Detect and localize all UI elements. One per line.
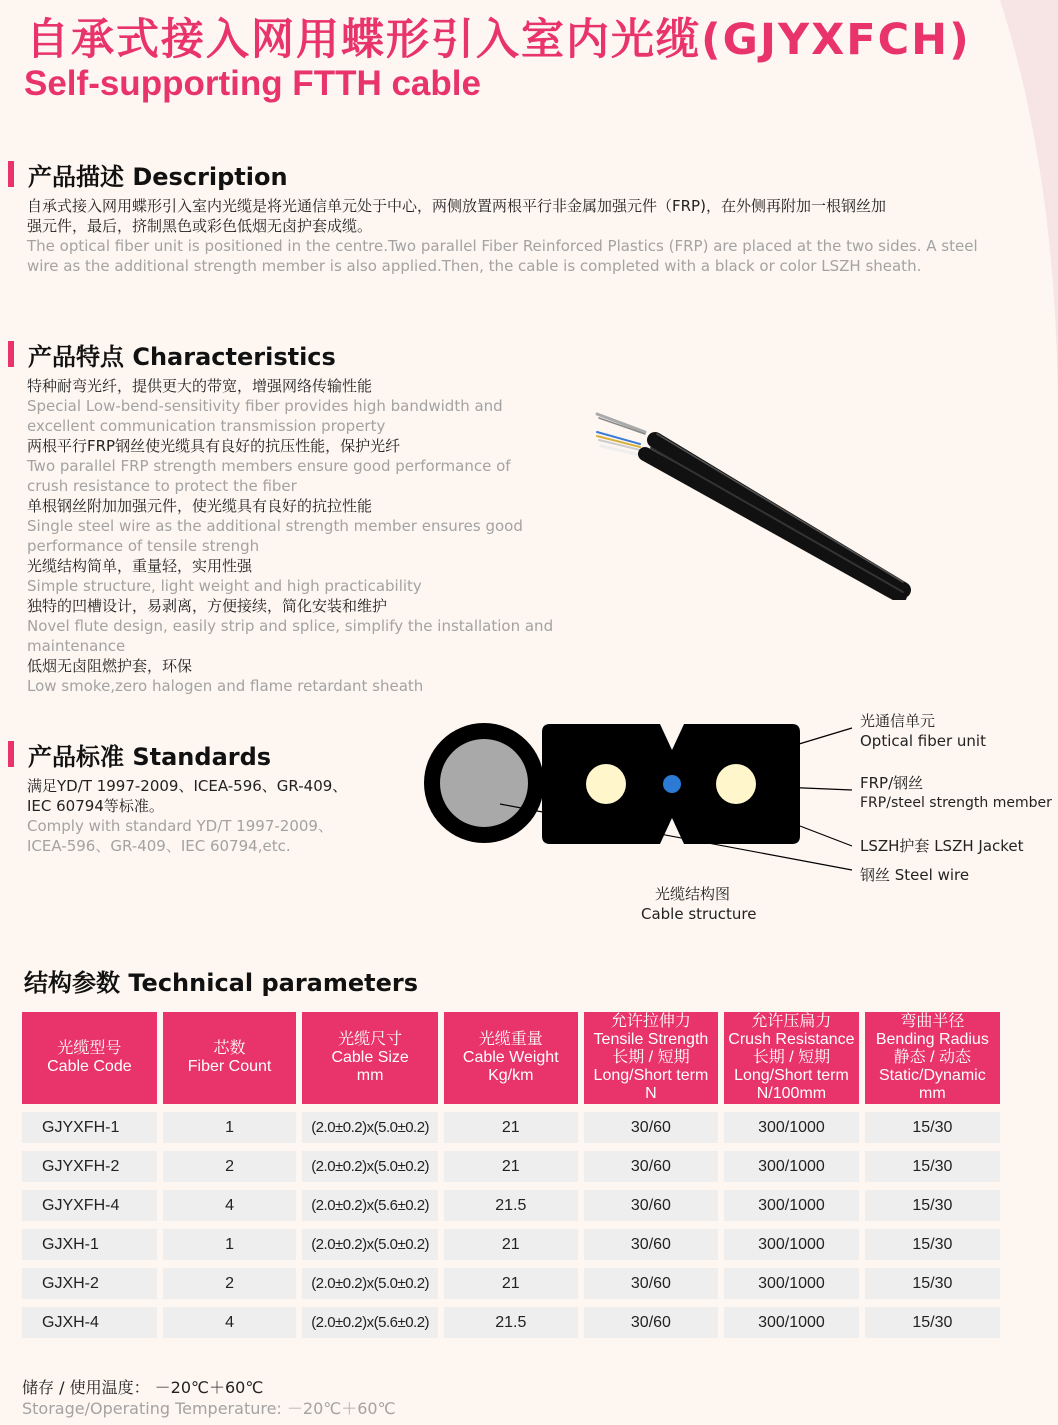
description-zh-line: 自承式接入网用蝶形引入室内光缆是将光通信单元处于中心，两侧放置两根平行非金属加强元件（FRP)，在外侧再附加一根钢丝加 (27, 197, 886, 215)
characteristic-en: Low smoke,zero halogen and flame retardant sheath (27, 677, 424, 695)
header-line: N (645, 1085, 657, 1102)
heading-bar (8, 161, 14, 187)
header-line: Bending Radius (875, 1031, 989, 1048)
standards-en-line: ICEA-596、GR-409、IEC 60794,etc. (27, 837, 291, 855)
table-row (22, 1268, 1000, 1299)
page-title-en: Self-supporting FTTH cable (24, 64, 481, 103)
cell-fiber-count: 2 (163, 1268, 297, 1299)
cell-bending: 15/30 (865, 1151, 1000, 1182)
header-line: N/100mm (756, 1085, 827, 1102)
technical-heading: 结构参数 Technical parameters (24, 969, 419, 997)
standards-en-line: Comply with standard YD/T 1997-2009、 (27, 817, 333, 835)
characteristics-heading-text: 产品特点 Characteristics (28, 342, 336, 371)
characteristic-en: performance of tensile strengh (27, 537, 260, 555)
cell-crush: 300/1000 (724, 1112, 859, 1143)
steel-wire-core (440, 739, 528, 827)
cell-fiber-count: 4 (163, 1190, 297, 1221)
table-row (22, 1190, 1000, 1221)
header-line: Long/Short term (734, 1067, 849, 1084)
header-line: Cable Weight (462, 1049, 559, 1066)
cell-crush: 300/1000 (724, 1307, 859, 1338)
description-heading (8, 160, 288, 191)
cell-tensile: 30/60 (584, 1151, 719, 1182)
cell-fiber-count: 1 (163, 1112, 297, 1143)
standards-zh-line: IEC 60794等标准。 (27, 797, 164, 815)
header-line: 允许压扁力 (751, 1013, 832, 1030)
cell-fiber-count: 1 (163, 1229, 297, 1260)
cell-bending: 15/30 (865, 1190, 1000, 1221)
cell-crush: 300/1000 (724, 1151, 859, 1182)
table-row (22, 1307, 1000, 1338)
characteristic-en: Simple structure, light weight and high practicability (27, 577, 422, 595)
characteristic-zh: 单根钢丝附加加强元件，使光缆具有良好的抗拉性能 (27, 497, 373, 515)
cell-cable-weight: 21.5 (444, 1190, 578, 1221)
characteristic-en: excellent communication transmission property (27, 417, 386, 435)
cell-tensile: 30/60 (584, 1112, 719, 1143)
cell-cable-weight: 21 (444, 1229, 578, 1260)
header-line: 弯曲半径 (900, 1013, 965, 1030)
characteristics-heading (8, 340, 336, 371)
header-bending-radius (865, 1012, 1000, 1104)
cell-cable-weight: 21 (444, 1151, 578, 1182)
cable-structure-diagram (420, 700, 1058, 930)
technical-parameters-table (16, 1004, 1006, 1346)
cell-cable-size: (2.0±0.2)x(5.0±0.2) (302, 1268, 438, 1299)
cell-tensile: 30/60 (584, 1229, 719, 1260)
cell-cable-code: GJYXFH-1 (22, 1112, 157, 1143)
standards-heading-text: 产品标准 Standards (28, 742, 272, 771)
cable-photo (585, 400, 915, 600)
label-fiber-zh: 光通信单元 (860, 712, 936, 730)
header-line: Fiber Count (187, 1058, 272, 1075)
header-line: 芯数 (213, 1040, 246, 1057)
label-jacket: LSZH护套 LSZH Jacket (860, 837, 1024, 855)
cell-crush: 300/1000 (724, 1268, 859, 1299)
header-line: Kg/km (488, 1067, 534, 1084)
characteristic-zh: 低烟无卤阻燃护套，环保 (27, 657, 193, 675)
cell-fiber-count: 2 (163, 1151, 297, 1182)
characteristic-en: Special Low-bend-sensitivity fiber provides high bandwidth and (27, 397, 503, 415)
cell-cable-weight: 21 (444, 1268, 578, 1299)
header-cable-size (302, 1012, 438, 1104)
cell-fiber-count: 4 (163, 1307, 297, 1338)
header-line: Cable Code (47, 1058, 132, 1075)
characteristic-en: Single steel wire as the additional strength member ensures good (27, 517, 523, 535)
header-cable-code (22, 1012, 157, 1104)
cell-cable-weight: 21 (444, 1112, 578, 1143)
cell-cable-code: GJXH-4 (22, 1307, 157, 1338)
standards-zh-line: 满足YD/T 1997-2009、ICEA-596、GR-409、 (27, 777, 348, 795)
diagram-caption-en: Cable structure (641, 905, 757, 923)
cell-bending: 15/30 (865, 1307, 1000, 1338)
label-frp-zh: FRP/钢丝 (860, 774, 924, 792)
standards-heading (8, 740, 272, 771)
label-steel-wire: 钢丝 Steel wire (860, 866, 970, 884)
label-fiber-en: Optical fiber unit (860, 732, 986, 750)
header-line: 光缆重量 (478, 1031, 543, 1048)
cell-tensile: 30/60 (584, 1307, 719, 1338)
cell-cable-size: (2.0±0.2)x(5.0±0.2) (302, 1151, 438, 1182)
cell-cable-code: GJYXFH-2 (22, 1151, 157, 1182)
header-line: 允许拉伸力 (610, 1013, 691, 1030)
characteristic-zh: 独特的凹槽设计，易剥离，方便接续，简化安装和维护 (27, 597, 388, 615)
characteristic-zh: 光缆结构简单，重量轻，实用性强 (27, 557, 253, 575)
cell-bending: 15/30 (865, 1229, 1000, 1260)
characteristic-en: maintenance (27, 637, 126, 655)
header-line: Tensile Strength (593, 1031, 709, 1048)
cell-crush: 300/1000 (724, 1229, 859, 1260)
frp-left (586, 764, 626, 804)
header-line: Crush Resistance (728, 1031, 855, 1048)
header-fiber-count (163, 1012, 297, 1104)
cell-cable-code: GJYXFH-4 (22, 1190, 157, 1221)
header-line: 长期 / 短期 (752, 1049, 831, 1066)
label-frp-en: FRP/steel strength member (860, 795, 1052, 811)
cell-crush: 300/1000 (724, 1190, 859, 1221)
cell-cable-size: (2.0±0.2)x(5.0±0.2) (302, 1229, 438, 1260)
description-zh-line: 强元件，最后，挤制黑色或彩色低烟无卤护套成缆。 (27, 217, 373, 235)
cell-cable-size: (2.0±0.2)x(5.6±0.2) (302, 1190, 438, 1221)
header-line: mm (919, 1085, 946, 1102)
table-row (22, 1229, 1000, 1260)
table-header-row (22, 1012, 1000, 1104)
header-cable-weight (444, 1012, 578, 1104)
characteristic-en: Two parallel FRP strength members ensure good performance of (27, 457, 511, 475)
cell-cable-code: GJXH-2 (22, 1268, 157, 1299)
header-line: Cable Size (331, 1049, 409, 1066)
characteristic-zh: 两根平行FRP钢丝使光缆具有良好的抗压性能，保护光纤 (27, 437, 401, 455)
cell-tensile: 30/60 (584, 1190, 719, 1221)
cell-cable-size: (2.0±0.2)x(5.6±0.2) (302, 1307, 438, 1338)
frp-right (716, 764, 756, 804)
table-row (22, 1112, 1000, 1143)
characteristic-en: Novel flute design, easily strip and splice, simplify the installation and (27, 617, 554, 635)
header-tensile-strength (584, 1012, 719, 1104)
table-row (22, 1151, 1000, 1182)
characteristics-list (27, 376, 553, 696)
header-line: mm (356, 1067, 384, 1084)
cell-cable-weight: 21.5 (444, 1307, 578, 1338)
cell-tensile: 30/60 (584, 1268, 719, 1299)
heading-bar (8, 741, 14, 767)
header-line: 静态 / 动态 (893, 1049, 972, 1066)
diagram-caption-zh: 光缆结构图 (655, 885, 731, 903)
header-line: 光缆尺寸 (338, 1031, 403, 1048)
cell-bending: 15/30 (865, 1268, 1000, 1299)
standards-text (27, 776, 347, 856)
heading-bar (8, 341, 14, 367)
description-en-line: wire as the additional strength member is also applied.Then, the cable is completed with a black or color LSZH sheath. (27, 257, 922, 275)
storage-zh: 储存 / 使用温度： －20℃＋60℃ (22, 1378, 264, 1397)
storage-temperature (22, 1377, 396, 1419)
description-en-line: The optical fiber unit is positioned in the centre.Two parallel Fiber Reinforced Plastics (FRP) are placed at the two sides. A steel (27, 237, 978, 255)
description-heading-text: 产品描述 Description (28, 162, 288, 191)
cell-cable-size: (2.0±0.2)x(5.0±0.2) (302, 1112, 438, 1143)
optical-fiber-unit (663, 775, 681, 793)
characteristic-en: crush resistance to protect the fiber (27, 477, 297, 495)
characteristic-zh: 特种耐弯光纤，提供更大的带宽，增强网络传输性能 (27, 377, 373, 395)
storage-en: Storage/Operating Temperature: －20℃＋60℃ (22, 1399, 396, 1418)
header-line: 长期 / 短期 (612, 1049, 690, 1066)
header-line: Static/Dynamic (879, 1067, 986, 1084)
header-line: Long/Short term (593, 1067, 709, 1084)
page-title-zh: 自承式接入网用蝶形引入室内光缆(GJYXFCH) (26, 15, 971, 65)
description-text (27, 196, 978, 276)
header-line: 光缆型号 (57, 1040, 122, 1057)
cell-bending: 15/30 (865, 1112, 1000, 1143)
cell-cable-code: GJXH-1 (22, 1229, 157, 1260)
header-crush-resistance (724, 1012, 859, 1104)
